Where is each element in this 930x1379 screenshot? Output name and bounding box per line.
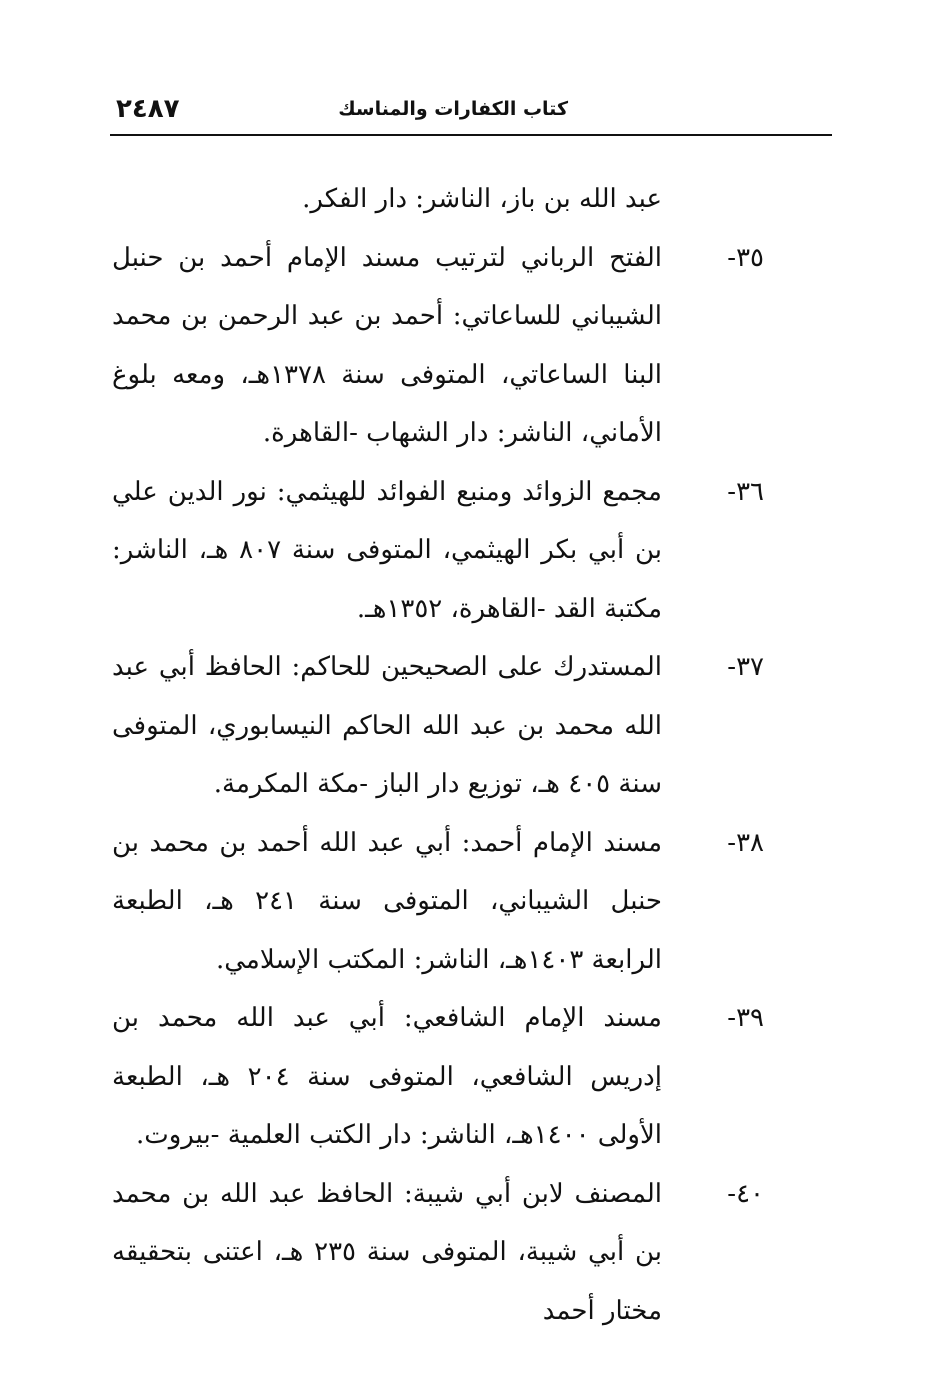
entry-number: ٣٨- <box>727 827 764 858</box>
entry-text: الفتح الرباني لترتيب مسند الإمام أحمد بن حنبل الشيباني للساعاتي: أحمد بن عبد الرحمن بن محمد البنا الساعاتي، المتوفى سنة ١٣٧٨هـ، ومعه بلوغ الأماني، الناشر: دار الشهاب -القاهرة. <box>112 242 662 448</box>
bibliography-entry-35 <box>112 229 766 463</box>
entry-number: ٤٠- <box>727 1178 764 1209</box>
entry-text: المستدرك على الصحيحين للحاكم: الحافظ أبي عبد الله محمد بن عبد الله الحاكم النيسابوري، المتوفى سنة ٤٠٥ هـ، توزيع دار الباز -مكة المكرمة. <box>112 652 662 799</box>
entry-text: مجمع الزوائد ومنبع الفوائد للهيثمي: نور الدين علي بن أبي بكر الهيثمي، المتوفى سنة ٨٠٧ هـ، الناشر: مكتبة القد -القاهرة، ١٣٥٢هـ. <box>112 476 662 624</box>
bibliography-entry-37 <box>112 638 766 814</box>
running-title: كتاب الكفارات والمناسك <box>338 98 568 120</box>
entry-number: ٣٦- <box>727 476 764 507</box>
entry-number: ٣٥- <box>727 242 764 273</box>
page-header <box>110 88 832 136</box>
entry-text: مسند الإمام الشافعي: أبي عبد الله محمد بن إدريس الشافعي، المتوفى سنة ٢٠٤ هـ، الطبعة الأولى ١٤٠٠هـ، الناشر: دار الكتب العلمية -بيروت. <box>112 1003 662 1150</box>
bibliography-entry-36 <box>112 463 766 639</box>
entry-number: ٣٧- <box>727 652 764 682</box>
entry-text: مسند الإمام أحمد: أبي عبد الله أحمد بن محمد بن حنبل الشيباني، المتوفى سنة ٢٤١ هـ، الطبعة الرابعة ١٤٠٣هـ، الناشر: المكتب الإسلامي. <box>112 827 662 975</box>
bibliography-entry-38 <box>112 814 766 990</box>
entry-number: ٣٩- <box>727 1003 764 1033</box>
continuation-text: عبد الله بن باز، الناشر: دار الفكر. <box>302 184 662 214</box>
bibliography-entry-39 <box>112 989 766 1165</box>
entry-text: المصنف لابن أبي شيبة: الحافظ عبد الله بن محمد بن أبي شيبة، المتوفى سنة ٢٣٥ هـ، اعتنى بتحقيقه مختار أحمد <box>112 1178 662 1326</box>
bibliography-list <box>112 170 766 1340</box>
bibliography-entry-40 <box>112 1165 766 1341</box>
page-number: ٢٤٨٧ <box>116 94 180 124</box>
